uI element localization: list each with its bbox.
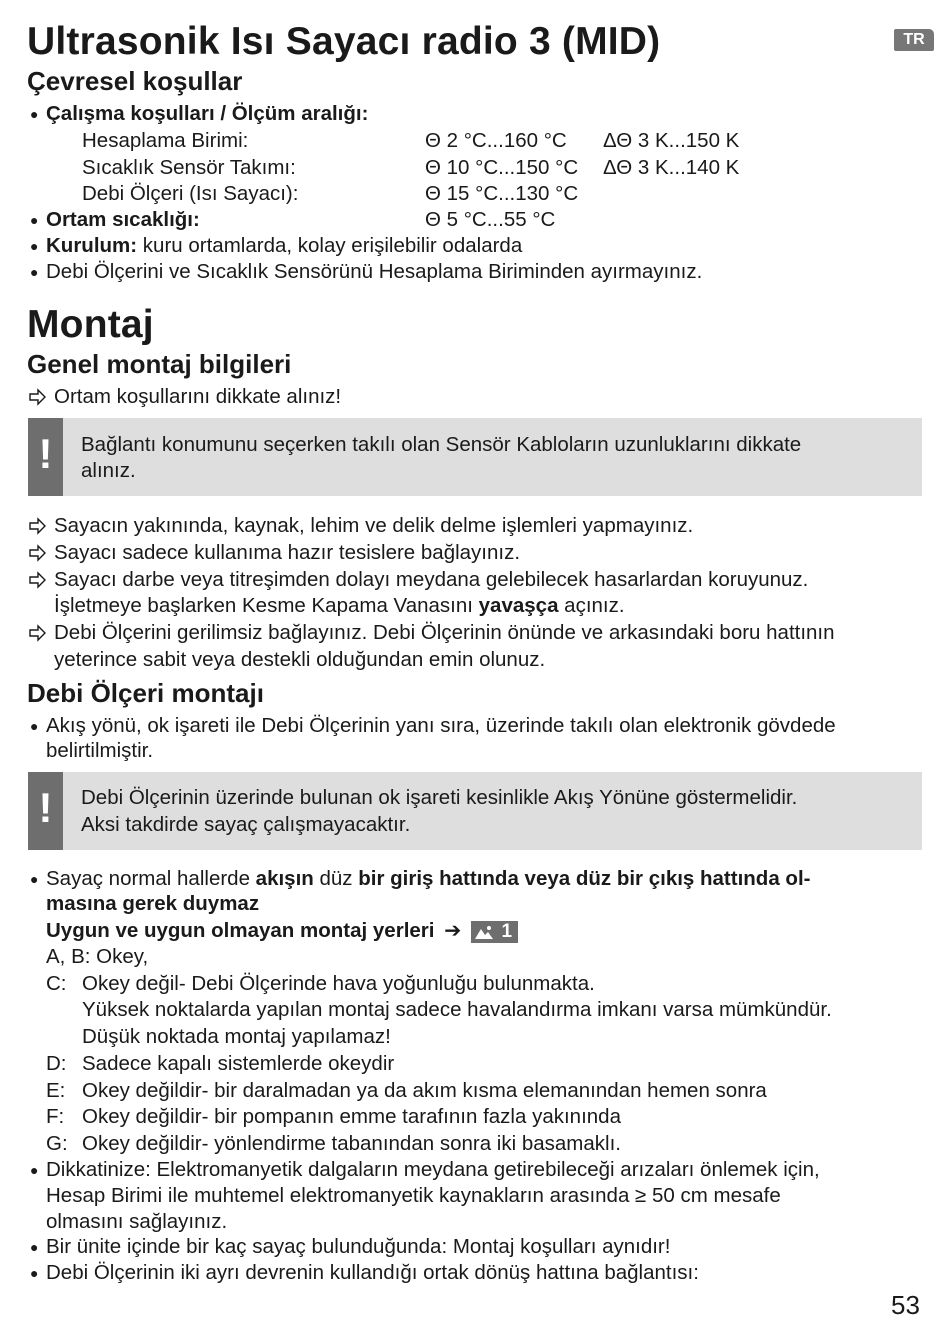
image-icon	[474, 924, 494, 940]
language-tag: TR	[894, 29, 934, 51]
warning-note	[28, 418, 922, 496]
ambient-note: Ortam koşullarını dikkate alınız!	[54, 385, 342, 408]
bullet-icon: ●	[30, 1265, 39, 1281]
bullet-icon: ●	[30, 1162, 39, 1178]
flow-direction-text-cont: belirtilmiştir.	[46, 739, 154, 762]
place-text: Okey değildir- bir daralmadan ya da akım kısma elemanından hemen sonra	[82, 1079, 767, 1102]
right-arrow-icon: ➔	[444, 919, 462, 942]
bullet-icon: ●	[30, 1239, 39, 1255]
env-row-label: Hesaplama Birimi:	[82, 129, 249, 152]
install-instruction-cont: yeterince sabit veya destekli olduğundan emin olunuz.	[54, 648, 546, 671]
place-ab: A, B: Okey,	[46, 945, 149, 968]
bullet-icon: ●	[30, 718, 39, 734]
figure-reference	[471, 921, 518, 943]
install-instruction-cont	[54, 593, 625, 620]
multi-unit-text: Bir ünite içinde bir kaç sayaç bulunduğunda: Montaj koşulları aynıdır!	[46, 1235, 671, 1258]
note-line: Bağlantı konumunu seçerken takılı olan Sensör Kabloların uzunluklarını dikkate	[81, 433, 802, 456]
place-text: Düşük noktada montaj yapılamaz!	[82, 1025, 391, 1048]
page-number: 53	[891, 1290, 920, 1320]
place-key: C:	[46, 972, 67, 995]
install-instruction: Sayacı darbe veya titreşimden dolayı meydana gelebilecek hasarlardan koruyunuz.	[54, 568, 809, 591]
emi-text: olmasını sağlayınız.	[46, 1210, 228, 1233]
env-row-range: Θ 10 °C...150 °C	[425, 156, 579, 179]
text-span-bold: akışın	[255, 867, 314, 890]
flowmeter-install-heading: Debi Ölçeri montajı	[27, 678, 264, 708]
env-row-range: Θ 2 °C...160 °C	[425, 129, 567, 152]
hollow-arrow-icon	[27, 540, 47, 566]
ambient-value: Θ 5 °C...55 °C	[425, 208, 556, 231]
place-key: G:	[46, 1132, 68, 1155]
bullet-icon: ●	[30, 871, 39, 887]
hollow-arrow-icon	[27, 513, 47, 539]
place-text: Okey değildir- yönlendirme tabanından sonra iki basamaklı.	[82, 1132, 621, 1155]
env-row-label: Sıcaklık Sensör Takımı:	[82, 156, 296, 179]
env-heading: Çevresel koşullar	[27, 66, 243, 96]
warning-note	[28, 772, 922, 850]
place-text: Okey değildir- bir pompanın emme tarafının fazla yakınında	[82, 1105, 621, 1128]
hollow-arrow-icon	[27, 384, 47, 410]
install-instruction: Debi Ölçerini gerilimsiz bağlayınız. Debi Ölçerinin önünde ve arkasındaki boru hattının	[54, 621, 835, 644]
straight-pipe-text-cont: masına gerek duymaz	[46, 892, 260, 915]
flow-direction-text: Akış yönü, ok işareti ile Debi Ölçerinin yanı sıra, üzerinde takılı olan elektronik gövdede	[46, 714, 836, 737]
env-row-range: Θ 15 °C...130 °C	[425, 182, 579, 205]
text-span: düz	[313, 867, 359, 890]
bullet-icon: ●	[30, 212, 39, 228]
places-heading: Uygun ve uygun olmayan montaj yerleri	[46, 919, 435, 942]
emi-text: Hesap Birimi ile muhtemel elektromanyetik kaynakların arasında ≥ 50 cm mesafe	[46, 1184, 781, 1207]
place-text: Sadece kapalı sistemlerde okeydir	[82, 1052, 395, 1075]
install-text: kuru ortamlarda, kolay erişilebilir odalarda	[137, 234, 523, 257]
page-title: Ultrasonik Isı Sayacı radio 3 (MID)	[27, 20, 661, 63]
env-row-delta: ΔΘ 3 K...140 K	[603, 156, 740, 179]
note-line: Aksi takdirde sayaç çalışmayacaktır.	[81, 813, 411, 836]
place-text: Yüksek noktalarda yapılan montaj sadece havalandırma imkanı varsa mümkündür.	[82, 998, 832, 1021]
straight-pipe-text	[46, 866, 810, 893]
install-label: Kurulum:	[46, 234, 138, 257]
install-instruction: Sayacın yakınında, kaynak, lehim ve delik delme işlemleri yapmayınız.	[54, 514, 694, 537]
bullet-icon: ●	[30, 264, 39, 280]
figure-number: 1	[501, 920, 513, 942]
montaj-heading: Montaj	[27, 303, 154, 346]
place-text: Okey değil- Debi Ölçerinde hava yoğunluğu bulunmakta.	[82, 972, 595, 995]
bullet-icon: ●	[30, 238, 39, 254]
general-install-heading: Genel montaj bilgileri	[27, 349, 292, 379]
text-span: açınız.	[558, 594, 625, 617]
return-line-text: Debi Ölçerinin iki ayrı devrenin kullandığı ortak dönüş hattına bağlantısı:	[46, 1261, 699, 1284]
bullet-icon: ●	[30, 106, 39, 122]
separate-warning: Debi Ölçerini ve Sıcaklık Sensörünü Hesaplama Biriminden ayırmayınız.	[46, 260, 703, 283]
text-span: Sayaç normal hallerde	[46, 867, 256, 890]
install-instruction: Sayacı sadece kullanıma hazır tesislere bağlayınız.	[54, 541, 521, 564]
exclamation-icon: !	[28, 418, 63, 496]
note-line: Debi Ölçerinin üzerinde bulunan ok işareti kesinlikle Akış Yönüne göstermelidir.	[81, 786, 798, 809]
exclamation-icon: !	[28, 772, 63, 850]
hollow-arrow-icon	[27, 620, 47, 646]
env-row-delta: ΔΘ 3 K...150 K	[603, 129, 740, 152]
text-span-bold: yavaşça	[478, 594, 559, 617]
text-span-bold: bir giriş hattında veya düz bir çıkış hattında ol-	[358, 867, 811, 890]
hollow-arrow-icon	[27, 567, 47, 593]
operating-conditions-heading: Çalışma koşulları / Ölçüm aralığı:	[46, 102, 369, 125]
ambient-label: Ortam sıcaklığı:	[46, 208, 200, 231]
place-key: F:	[46, 1105, 65, 1128]
install-line	[46, 233, 522, 260]
env-row-label: Debi Ölçeri (Isı Sayacı):	[82, 182, 299, 205]
note-line: alınız.	[81, 459, 136, 482]
text-span: İşletmeye başlarken Kesme Kapama Vanasını	[54, 594, 479, 617]
places-heading-line	[46, 918, 518, 945]
place-key: D:	[46, 1052, 67, 1075]
place-key: E:	[46, 1079, 66, 1102]
emi-text: Dikkatinize: Elektromanyetik dalgaların meydana getirebileceği arızaları önlemek için,	[46, 1158, 820, 1181]
